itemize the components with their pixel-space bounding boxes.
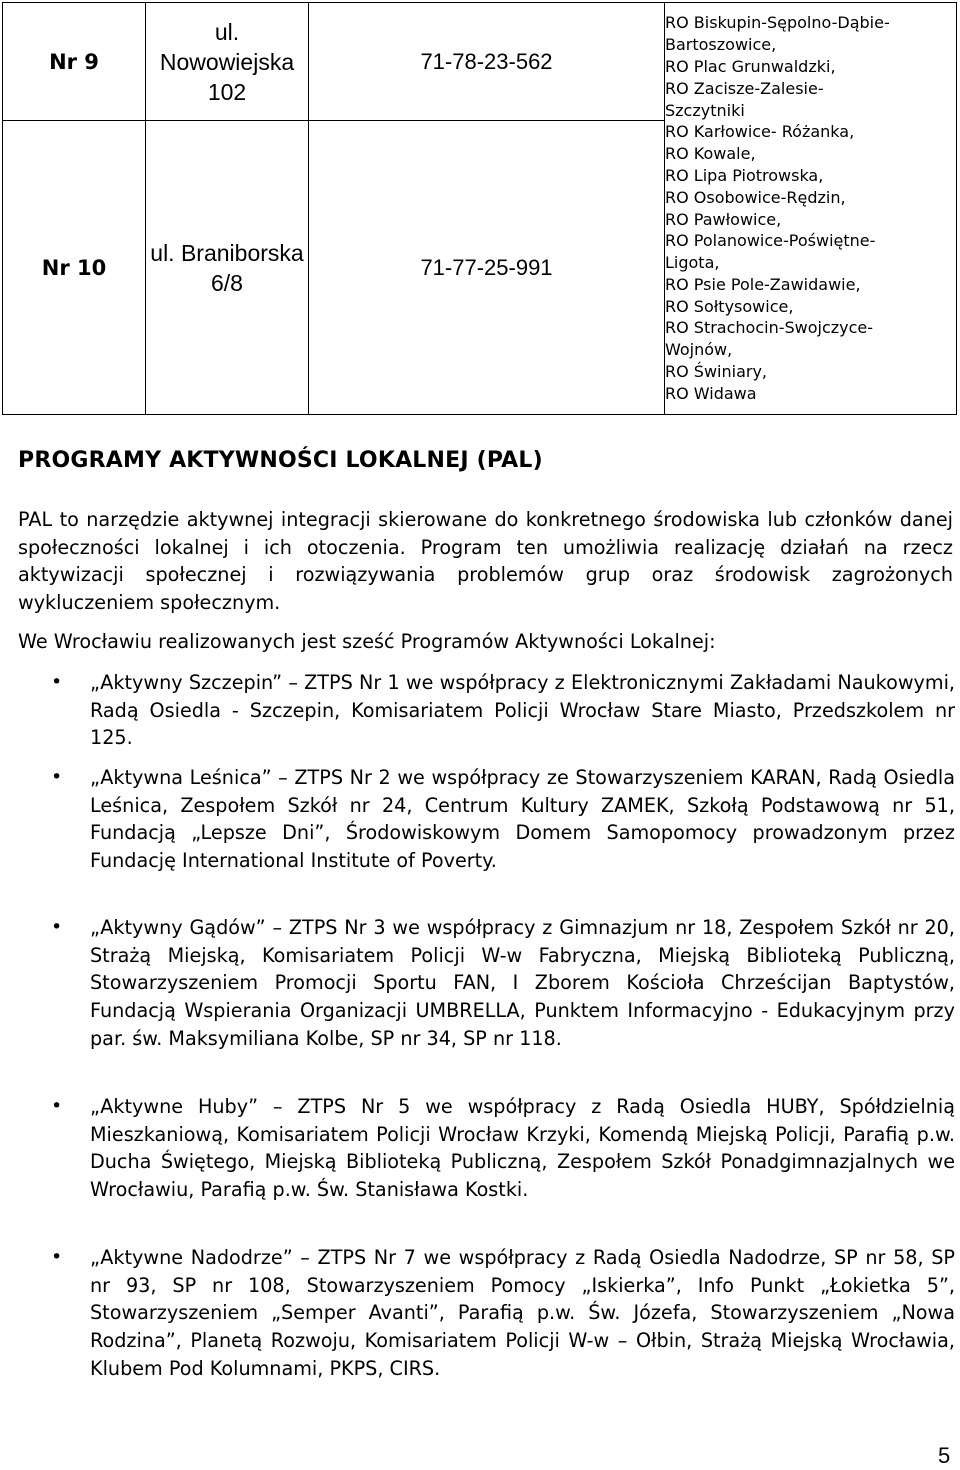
bullet-icon: • [51, 766, 63, 788]
district-line: RO Widawa [665, 383, 757, 403]
program-item: „Aktywne Huby” – ZTPS Nr 5 we współpracy z Radą Osiedla HUBY, Spółdzielnią Mieszkaniową, Komisariatem Policji Wrocław Krzyki, Komendą Miejską Policji, Parafią p.w. Ducha Świętego, Miejską Biblioteką Publiczną, Zespołem Szkół Ponadgimnazjalnych we Wrocławiu, Parafią p.w. Św. Stanisława Kostki. [90, 1095, 955, 1202]
branch-number: Nr 9 [3, 3, 146, 121]
programs-intro: We Wrocławiu realizowanych jest sześć Programów Aktywności Lokalnej: [18, 630, 716, 653]
district-line: RO Plac Grunwaldzki, [665, 56, 836, 76]
district-line: RO Biskupin-Sępolno-Dąbie- [665, 13, 890, 33]
branch-number: Nr 10 [3, 121, 146, 415]
program-item: „Aktywna Leśnica” – ZTPS Nr 2 we współpracy ze Stowarzyszeniem KARAN, Radą Osiedla Leśnica, Zespołem Szkół nr 24, Centrum Kultury ZAMEK, Szkołą Podstawową nr 51, Fundacją „Lepsze Dni”, Środowiskowym Domem Samopomocy prowadzonym przez Fundację International Institute of Poverty. [90, 766, 955, 873]
district-line: RO Psie Pole-Zawidawie, [665, 274, 861, 294]
district-line: Bartoszowice, [665, 35, 777, 55]
program-item: „Aktywny Gądów” – ZTPS Nr 3 we współpracy z Gimnazjum nr 18, Zespołem Szkół nr 20, Strażą Miejską, Komisariatem Policji W-w Fabryczna, Miejską Biblioteką Publiczną, Stowarzyszeniem Promocji Sportu FAN, I Zborem Kościoła Chrześcijan Baptystów, Fundacją Wspierania Organizacji UMBRELLA, Punktem Informacyjno - Edukacyjnym przy par. św. Maksymiliana Kolbe, SP nr 34, SP nr 118. [90, 916, 955, 1050]
district-line: RO Lipa Piotrowska, [665, 165, 824, 185]
table-row [3, 3, 957, 121]
section-heading: PROGRAMY AKTYWNOŚCI LOKALNEJ (PAL) [18, 448, 543, 473]
district-line: RO Polanowice-Poświętne- [665, 231, 876, 251]
district-line: RO Karłowice- Różanka, [665, 122, 855, 142]
district-line: RO Pawłowice, [665, 209, 782, 229]
bullet-icon: • [51, 671, 63, 693]
district-line: Szczytniki [665, 100, 745, 120]
district-line: RO Sołtysowice, [665, 296, 794, 316]
branch-address: ul. Nowowiejska 102 [146, 3, 309, 121]
district-line: RO Strachocin-Swojczyce- [665, 318, 874, 338]
districts-cell [665, 3, 957, 415]
bullet-icon: • [51, 916, 63, 938]
page-number: 5 [938, 1443, 951, 1468]
district-line: RO Kowale, [665, 144, 756, 164]
bullet-icon: • [51, 1095, 63, 1117]
district-line: Wojnów, [665, 340, 733, 360]
branch-table [2, 2, 957, 415]
district-line: RO Osobowice-Rędzin, [665, 187, 846, 207]
branch-phone: 71-78-23-562 [309, 3, 665, 121]
branch-phone: 71-77-25-991 [309, 121, 665, 415]
pal-description: PAL to narzędzie aktywnej integracji skierowane do konkretnego środowiska lub członków danej społeczności lokalnej i ich otoczenia. Program ten umożliwia realizację działań na rzecz aktywizacji społecznej i rozwiązywania problemów grup oraz środowisk zagrożonych wykluczeniem społecznym. [18, 508, 953, 614]
program-item: „Aktywny Szczepin” – ZTPS Nr 1 we współpracy z Elektronicznymi Zakładami Naukowymi, Radą Osiedla - Szczepin, Komisariatem Policji Wrocław Stare Miasto, Przedszkolem nr 125. [90, 671, 955, 750]
district-line: Ligota, [665, 253, 720, 273]
bullet-icon: • [51, 1246, 63, 1268]
branch-address: ul. Braniborska 6/8 [146, 121, 309, 415]
district-line: RO Zacisze-Zalesie- [665, 78, 824, 98]
program-item: „Aktywne Nadodrze” – ZTPS Nr 7 we współpracy z Radą Osiedla Nadodrze, SP nr 58, SP nr 93, SP nr 108, Stowarzyszeniem Pomocy „Iskierka”, Info Punkt „Łokietka 5”, Stowarzyszeniem „Semper Avanti”, Parafią p.w. Św. Józefa, Stowarzyszeniem „Nowa Rodzina”, Planetą Rozwoju, Komisariatem Policji W-w – Ołbin, Strażą Miejską Wrocławia, Klubem Pod Kolumnami, PKPS, CIRS. [90, 1246, 955, 1380]
district-line: RO Świniary, [665, 362, 768, 382]
